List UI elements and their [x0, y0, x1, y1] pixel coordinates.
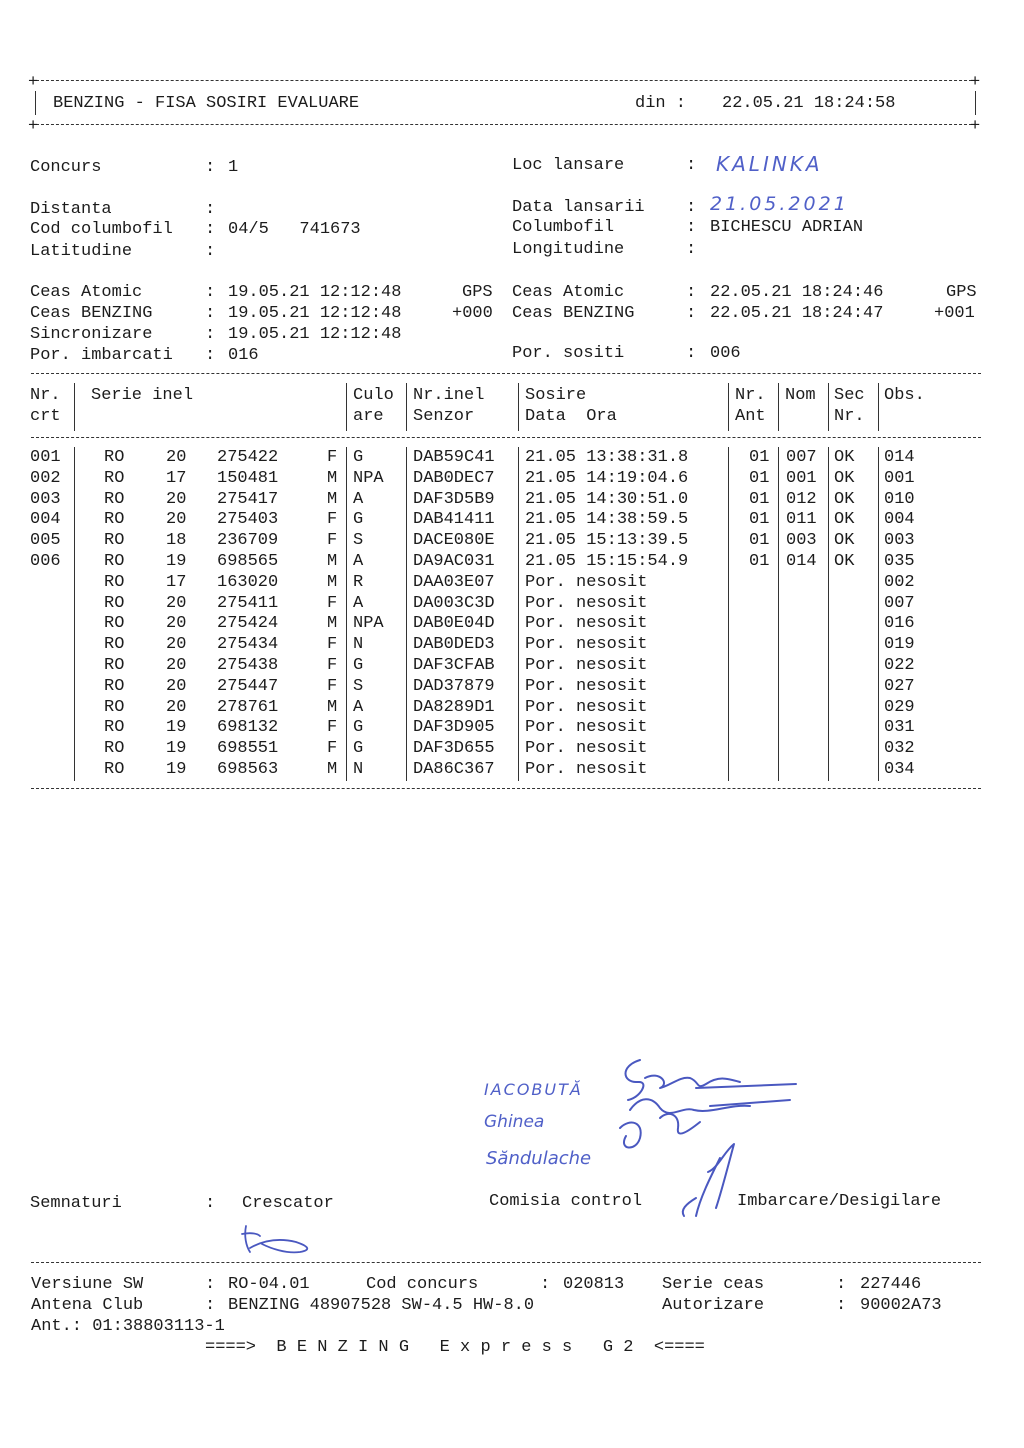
footer-sep: : [540, 1275, 551, 1294]
cell-obs: 032 [884, 739, 915, 759]
footer-antena-label: Antena Club [31, 1296, 144, 1315]
clock-value: 19.05.21 12:12:48 [228, 304, 402, 323]
cell-sex: F [327, 718, 338, 738]
cell-obs: 019 [884, 635, 915, 655]
table-row [0, 551, 990, 572]
cell-sex: M [327, 468, 338, 488]
clock-extra: +000 [452, 304, 493, 323]
cell-tara: RO [104, 760, 125, 779]
cell-tara: RO [104, 531, 125, 551]
header-are: are [353, 407, 384, 426]
info-label-latitudine: Latitudine [30, 242, 133, 261]
cell-sosire: Por. nesosit [525, 593, 648, 613]
corner-plus: + [970, 117, 981, 136]
cell-tara: RO [104, 572, 125, 592]
cell-sex: F [327, 656, 338, 675]
clock-label: Por. sositi [512, 344, 625, 363]
cell-ant: 01 [749, 448, 770, 467]
cell-sosire: Por. nesosit [525, 718, 648, 738]
footer-sep: : [205, 1296, 216, 1315]
cell-inel: 275422 [217, 448, 279, 467]
cell-senzor: DAF3D655 [413, 739, 495, 759]
cell-culoare: S [353, 676, 364, 696]
cell-inel: 150481 [217, 468, 279, 488]
table-bottom-rule [31, 788, 981, 789]
corner-plus: + [970, 73, 981, 92]
cell-sec: OK [834, 489, 855, 509]
cell-sex: F [327, 593, 338, 613]
clock-value: 19.05.21 12:12:48 [228, 283, 402, 302]
cell-inel: 275447 [217, 676, 279, 696]
cell-sosire: 21.05 14:30:51.0 [525, 489, 689, 509]
cell-nom: 011 [786, 510, 817, 530]
cell-obs: 029 [884, 697, 915, 717]
cell-inel: 278761 [217, 697, 279, 717]
col-sep [778, 383, 779, 431]
cell-sosire: Por. nesosit [525, 614, 648, 634]
cell-culoare: G [353, 448, 364, 467]
cell-sec: OK [834, 448, 855, 467]
cell-nom: 014 [786, 552, 817, 571]
col-sep [728, 383, 729, 431]
clock-sep: : [205, 304, 216, 323]
cell-sosire: Por. nesosit [525, 760, 648, 779]
cell-ant: 01 [749, 552, 770, 571]
cell-obs: 002 [884, 572, 915, 592]
cell-sex: M [327, 552, 338, 571]
cell-culoare: G [353, 656, 364, 675]
header-bottom-rule [31, 124, 977, 125]
cell-culoare: A [353, 593, 364, 613]
cell-sosire: 21.05 14:38:59.5 [525, 510, 689, 530]
table-row [0, 634, 990, 655]
info-label-concurs: Concurs [30, 158, 102, 177]
info-sep: : [686, 156, 697, 175]
cell-tara: RO [104, 448, 125, 467]
table-row [0, 738, 990, 759]
cell-ant: 01 [749, 489, 770, 509]
cell-an: 20 [166, 510, 187, 530]
cell-culoare: G [353, 718, 364, 738]
cell-inel: 275438 [217, 656, 279, 675]
info-label-cod-columbofil: Cod columbofil [30, 220, 173, 239]
table-row [0, 593, 990, 614]
cell-obs: 035 [884, 552, 915, 571]
cell-senzor: DAF3CFAB [413, 656, 495, 675]
table-top-rule [31, 373, 981, 374]
cell-sec: OK [834, 468, 855, 488]
clock-extra: GPS [946, 283, 977, 302]
footer-serie-label: Serie ceas [662, 1275, 765, 1294]
cell-an: 18 [166, 531, 187, 551]
report-title: BENZING - FISA SOSIRI EVALUARE [53, 94, 360, 113]
signature-crescator: Crescator [242, 1194, 334, 1213]
clock-label: Ceas Atomic [512, 283, 625, 302]
cell-sosire: Por. nesosit [525, 676, 648, 696]
info-sep: : [205, 158, 216, 177]
header-senzor: Senzor [413, 407, 475, 426]
info-sep: : [205, 200, 216, 219]
cell-nom: 007 [786, 448, 817, 467]
cell-an: 17 [166, 468, 187, 488]
clock-extra: GPS [462, 283, 493, 302]
cell-senzor: DAB0E04D [413, 614, 495, 634]
cell-culoare: N [353, 760, 364, 779]
header-ant: Ant [735, 407, 766, 426]
info-label-data-lansarii: Data lansarii [512, 198, 645, 217]
signature-comisia: Comisia control [489, 1192, 643, 1211]
cell-senzor: DAB0DED3 [413, 635, 495, 655]
footer-ant: Ant.: 01:38803113-1 [31, 1317, 225, 1336]
cell-senzor: DAB0DEC7 [413, 468, 495, 488]
cell-an: 19 [166, 739, 187, 759]
footer-cod-value: 020813 [563, 1275, 625, 1294]
cell-sosire: 21.05 13:38:31.8 [525, 448, 689, 467]
cell-inel: 275403 [217, 510, 279, 530]
header-nr-ant: Nr. [735, 386, 766, 405]
cell-nr: 006 [30, 552, 61, 571]
table-row [0, 717, 990, 738]
footer-version-label: Versiune SW [31, 1275, 144, 1294]
cell-senzor: DAF3D5B9 [413, 489, 495, 509]
cell-ant: 01 [749, 468, 770, 488]
cell-an: 20 [166, 614, 187, 634]
clock-value: 19.05.21 12:12:48 [228, 325, 402, 344]
footer-autorizare-label: Autorizare [662, 1296, 765, 1315]
table-row [0, 447, 990, 468]
col-sep [74, 383, 75, 431]
header-culo: Culo [353, 386, 394, 405]
table-row [0, 655, 990, 676]
info-value-loc-lansare-handwritten: KALINKA [716, 152, 823, 176]
table-row [0, 613, 990, 634]
cell-tara: RO [104, 676, 125, 696]
clock-sep: : [686, 344, 697, 363]
cell-an: 19 [166, 760, 187, 779]
handwritten-name: Ghinea [484, 1112, 545, 1132]
clock-label: Sincronizare [30, 325, 153, 344]
cell-obs: 010 [884, 489, 915, 509]
col-sep [346, 383, 347, 431]
cell-inel: 698563 [217, 760, 279, 779]
signatures-label: Semnaturi [30, 1194, 122, 1213]
clock-sep: : [205, 346, 216, 365]
cell-inel: 698565 [217, 552, 279, 571]
cell-an: 20 [166, 676, 187, 696]
cell-sec: OK [834, 552, 855, 571]
header-left-border [35, 91, 36, 115]
footer-sep: : [836, 1275, 847, 1294]
cell-obs: 003 [884, 531, 915, 551]
cell-inel: 698551 [217, 739, 279, 759]
cell-nom: 012 [786, 489, 817, 509]
info-label-longitudine: Longitudine [512, 240, 625, 259]
footer-serie-value: 227446 [860, 1275, 922, 1294]
col-sep [878, 383, 879, 431]
cell-sosire: Por. nesosit [525, 739, 648, 759]
report-date-label: din : [635, 94, 687, 113]
cell-tara: RO [104, 718, 125, 738]
cell-sex: F [327, 448, 338, 467]
cell-tara: RO [104, 468, 125, 488]
table-row [0, 530, 990, 551]
cell-nr: 003 [30, 489, 61, 509]
cell-sosire: Por. nesosit [525, 656, 648, 675]
cell-culoare: N [353, 635, 364, 655]
info-value-data-lansarii-handwritten: 21.05.2021 [710, 193, 849, 215]
col-sep [518, 383, 519, 431]
table-row [0, 489, 990, 510]
cell-senzor: DACE080E [413, 531, 495, 551]
cell-an: 20 [166, 656, 187, 675]
table-row [0, 572, 990, 593]
cell-tara: RO [104, 593, 125, 613]
header-sosire: Sosire [525, 386, 587, 405]
corner-plus: + [28, 73, 39, 92]
cell-sec: OK [834, 510, 855, 530]
cell-sec: OK [834, 531, 855, 551]
cell-culoare: A [353, 552, 364, 571]
clock-sep: : [686, 304, 697, 323]
footer-antena-value: BENZING 48907528 SW-4.5 HW-8.0 [228, 1296, 535, 1315]
info-value-concurs: 1 [228, 158, 239, 177]
cell-obs: 022 [884, 656, 915, 675]
info-label-distanta: Distanta [30, 200, 112, 219]
cell-sex: F [327, 531, 338, 551]
info-sep: : [205, 220, 216, 239]
cell-inel: 698132 [217, 718, 279, 738]
cell-nr: 002 [30, 468, 61, 488]
cell-culoare: A [353, 489, 364, 509]
clock-label: Ceas BENZING [30, 304, 153, 323]
cell-an: 20 [166, 697, 187, 717]
cell-culoare: NPA [353, 614, 384, 634]
footer-sep: : [205, 1275, 216, 1294]
cell-obs: 016 [884, 614, 915, 634]
cell-senzor: DA003C3D [413, 593, 495, 613]
cell-tara: RO [104, 614, 125, 634]
clock-value: 22.05.21 18:24:47 [710, 304, 884, 323]
cell-sosire: Por. nesosit [525, 635, 648, 655]
cell-senzor: DA9AC031 [413, 552, 495, 571]
cell-tara: RO [104, 635, 125, 655]
cell-nom: 001 [786, 468, 817, 488]
clock-label: Ceas BENZING [512, 304, 635, 323]
footer-cod-label: Cod concurs [366, 1275, 479, 1294]
header-nrinel: Nr.inel [413, 386, 485, 405]
header-data-ora: Data Ora [525, 407, 617, 426]
cell-obs: 004 [884, 510, 915, 530]
footer-rule [31, 1262, 981, 1263]
cell-an: 20 [166, 593, 187, 613]
footer-version-value: RO-04.01 [228, 1275, 310, 1294]
corner-plus: + [28, 117, 39, 136]
cell-culoare: S [353, 531, 364, 551]
cell-senzor: DA86C367 [413, 760, 495, 779]
info-sep: : [205, 242, 216, 261]
cell-sex: M [327, 572, 338, 592]
signature-imbarcare: Imbarcare/Desigilare [737, 1192, 942, 1211]
cell-an: 20 [166, 448, 187, 467]
header-serie: Serie inel [91, 386, 194, 405]
header-sec: Sec [834, 386, 865, 405]
cell-an: 19 [166, 718, 187, 738]
header-crt: crt [30, 407, 61, 426]
clock-sep: : [686, 283, 697, 302]
cell-nr: 005 [30, 531, 61, 551]
info-label-loc-lansare: Loc lansare [512, 156, 625, 175]
cell-sosire: Por. nesosit [525, 572, 648, 592]
info-sep: : [686, 218, 697, 237]
cell-sex: M [327, 760, 338, 779]
cell-obs: 034 [884, 760, 915, 779]
cell-obs: 031 [884, 718, 915, 738]
cell-inel: 275417 [217, 489, 279, 509]
cell-culoare: G [353, 739, 364, 759]
header-top-rule [31, 80, 977, 81]
table-row [0, 676, 990, 697]
info-value-cod-columbofil: 04/5 741673 [228, 220, 361, 239]
handwritten-name: Săndulache [486, 1148, 592, 1169]
info-value-columbofil: BICHESCU ADRIAN [710, 218, 864, 237]
header-sec-nr: Nr. [834, 407, 865, 426]
cell-sosire: 21.05 14:19:04.6 [525, 468, 689, 488]
signatures-sep: : [205, 1194, 216, 1213]
footer-autorizare-value: 90002A73 [860, 1296, 942, 1315]
cell-obs: 014 [884, 448, 915, 467]
cell-inel: 236709 [217, 531, 279, 551]
cell-obs: 007 [884, 593, 915, 613]
cell-an: 20 [166, 489, 187, 509]
cell-tara: RO [104, 552, 125, 571]
footer-sep: : [836, 1296, 847, 1315]
info-sep: : [686, 198, 697, 217]
cell-sex: M [327, 697, 338, 717]
cell-sosire: 21.05 15:13:39.5 [525, 531, 689, 551]
cell-sex: F [327, 510, 338, 530]
clock-value: 016 [228, 346, 259, 365]
cell-senzor: DAF3D905 [413, 718, 495, 738]
cell-tara: RO [104, 489, 125, 509]
footer-brand: ====> B E N Z I N G E x p r e s s G 2 <==== [205, 1338, 705, 1357]
cell-inel: 275411 [217, 593, 279, 613]
report-date-value: 22.05.21 18:24:58 [722, 94, 896, 113]
cell-an: 19 [166, 552, 187, 571]
cell-senzor: DAD37879 [413, 676, 495, 696]
handwritten-name: IACOBUTĂ [484, 1080, 583, 1099]
cell-culoare: G [353, 510, 364, 530]
header-obs: Obs. [884, 386, 925, 405]
clock-label: Ceas Atomic [30, 283, 143, 302]
cell-sex: M [327, 614, 338, 634]
col-sep [828, 383, 829, 431]
cell-tara: RO [104, 656, 125, 675]
clock-extra: +001 [934, 304, 975, 323]
cell-culoare: NPA [353, 468, 384, 488]
cell-tara: RO [104, 697, 125, 717]
cell-inel: 275434 [217, 635, 279, 655]
cell-sosire: Por. nesosit [525, 697, 648, 717]
cell-an: 17 [166, 572, 187, 592]
clock-label: Por. imbarcati [30, 346, 173, 365]
cell-nr: 004 [30, 510, 61, 530]
cell-obs: 027 [884, 676, 915, 696]
cell-ant: 01 [749, 510, 770, 530]
clock-value: 22.05.21 18:24:46 [710, 283, 884, 302]
cell-sex: F [327, 739, 338, 759]
clock-sep: : [205, 283, 216, 302]
cell-inel: 163020 [217, 572, 279, 592]
table-row [0, 697, 990, 718]
table-row [0, 468, 990, 489]
cell-tara: RO [104, 510, 125, 530]
table-row [0, 509, 990, 530]
table-header-rule [31, 437, 981, 438]
cell-culoare: A [353, 697, 364, 717]
cell-sosire: 21.05 15:15:54.9 [525, 552, 689, 571]
col-sep [406, 383, 407, 431]
info-label-columbofil: Columbofil [512, 218, 615, 237]
cell-ant: 01 [749, 531, 770, 551]
header-right-border [975, 91, 976, 115]
crescator-signature-drawing [240, 1218, 320, 1258]
cell-inel: 275424 [217, 614, 279, 634]
cell-senzor: DAB59C41 [413, 448, 495, 467]
cell-nr: 001 [30, 448, 61, 467]
cell-sex: M [327, 489, 338, 509]
cell-nom: 003 [786, 531, 817, 551]
info-sep: : [686, 240, 697, 259]
cell-sex: F [327, 635, 338, 655]
table-row [0, 759, 990, 780]
cell-senzor: DAA03E07 [413, 572, 495, 592]
cell-culoare: R [353, 572, 364, 592]
cell-tara: RO [104, 739, 125, 759]
header-nr: Nr. [30, 386, 61, 405]
clock-value: 006 [710, 344, 741, 363]
cell-an: 20 [166, 635, 187, 655]
cell-senzor: DA8289D1 [413, 697, 495, 717]
header-nom: Nom [785, 386, 816, 405]
clock-sep: : [205, 325, 216, 344]
cell-obs: 001 [884, 468, 915, 488]
cell-sex: F [327, 676, 338, 696]
cell-senzor: DAB41411 [413, 510, 495, 530]
